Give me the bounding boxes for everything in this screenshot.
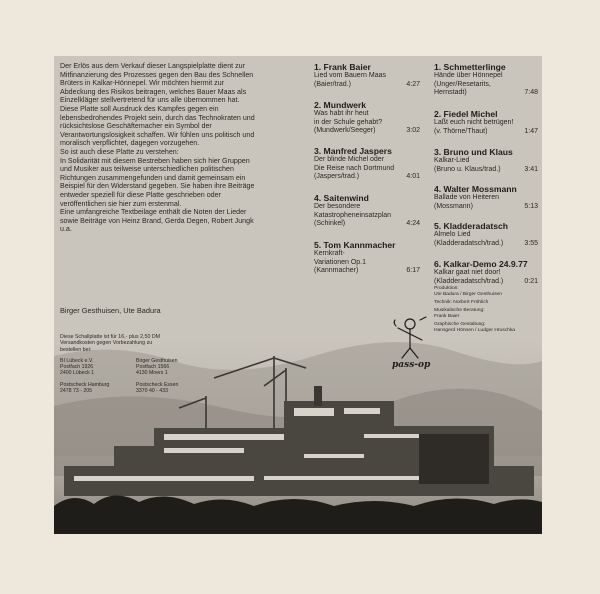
intro-paragraph: In Solidarität mit diesem Bestreben haben sich hier Gruppen und Musiker aus teilweise unterschiedlichen politischen Richtungen zusammengefunden und damit gemeinsam ein Beispiel für den Widerstand gegeben. Sie haben ihre Beiträge entweder speziell für diese Platte geschrieben oder veröffentlichen sie hier zum erstenmal. — [60, 156, 255, 208]
track-artist: 4. Saitenwind — [314, 193, 369, 203]
address-line: 2400 Lübeck 1 — [60, 370, 95, 377]
address-bi-luebeck — [60, 358, 94, 377]
track-line: Variationen Op.1 — [314, 258, 367, 266]
track-time: 3:55 — [524, 239, 538, 247]
track-line: (Jaspers/trad.) — [314, 173, 360, 180]
track-artist: 1. Schmetterlinge — [434, 62, 506, 72]
logo-text: pass-op — [392, 360, 431, 370]
track-line: Kalkar-Lied — [434, 157, 470, 164]
address-gesthuisen — [136, 358, 178, 377]
track-line: Almelo Lied — [434, 231, 471, 238]
track-time: 5:13 — [524, 202, 538, 210]
track-line: (Bruno u. Klaus/trad.) — [434, 165, 501, 173]
track-line: (Mossmann) — [434, 202, 473, 210]
track-line: (Kannmacher) — [314, 267, 359, 274]
track-artist: 4. Walter Mossmann — [434, 184, 517, 194]
address-line: Postfach 1566 — [136, 364, 170, 371]
credit-label: Musikalische Beratung: — [434, 308, 485, 313]
address-line: Postscheck Essen — [136, 382, 179, 388]
intro-paragraph: So ist auch diese Platte zu verstehen: — [60, 147, 179, 156]
track-time: 1:47 — [524, 127, 538, 135]
credits — [434, 286, 538, 336]
track-time: 4:27 — [406, 80, 420, 88]
track-line: Kernkraft- — [314, 250, 345, 257]
track-line: (Baier/trad.) — [314, 80, 351, 88]
track-side2-1 — [434, 62, 538, 98]
track-artist: 2. Mundwerk — [314, 100, 367, 110]
credit-value: Hansgerd Hönnen / Ludger Hruschka — [434, 328, 516, 333]
cover-panel — [54, 56, 542, 534]
address-line: Postfach 1926 — [60, 364, 94, 371]
intro-paragraph: Diese Platte soll Ausdruck des Kampfes gegen ein lebensbedrohendes Projekt sein, durch das Technokraten und rücksichtslose Geschäftemacher ein Symbol der Verantwortungslosigkeit schaffen. Wir fühlen uns politisch und moralisch verpflichtet, dagegen vorzugehen. — [60, 104, 255, 148]
track-line: (v. Thörne/Thaut) — [434, 127, 488, 135]
track-side1-2 — [314, 100, 420, 136]
credit-label: Graphische Gestaltung: — [434, 322, 486, 327]
track-time: 6:17 — [406, 267, 420, 274]
address-line: Postscheck Hamburg — [60, 382, 110, 388]
track-line: (Kladderadatsch/trad.) — [434, 239, 504, 247]
track-side1-3 — [314, 146, 420, 182]
track-line: Lied vom Bauern Maas — [314, 72, 386, 79]
address-line: 4130 Moers 1 — [136, 370, 168, 377]
track-line: Die Reise nach Dortmund — [314, 164, 395, 172]
track-time: 7:48 — [524, 89, 538, 96]
intro-paragraph: Eine umfangreiche Textbeilage enthält die Noten der Lieder sowie Beiträge von Heinz Brand, Gerda Degen, Robert Jungk u.a. — [60, 208, 254, 234]
intro-text — [60, 62, 260, 234]
address-line: Birger Gesthuisen — [136, 358, 178, 364]
track-line: Katastropheneinsatzplan — [314, 211, 392, 219]
track-artist: 5. Tom Kannmacher — [314, 240, 396, 250]
credit-value: Frank Baier — [434, 314, 460, 319]
address-line: 3370 40 - 433 — [136, 388, 169, 395]
track-line: Laßt euch nicht betrügen! — [434, 119, 514, 126]
track-artist: 3. Bruno und Klaus — [434, 147, 513, 157]
address-line: 2478 73 - 205 — [60, 388, 93, 395]
track-time: 3:02 — [406, 127, 420, 134]
track-line: (Mundwerk/Seeger) — [314, 127, 376, 134]
track-artist: 3. Manfred Jaspers — [314, 146, 392, 156]
address-postscheck-essen — [136, 382, 178, 394]
track-side2-6 — [434, 259, 538, 286]
track-artist: 5. Kladderadatsch — [434, 221, 509, 231]
track-line: in der Schule gehabt? — [314, 118, 383, 126]
track-line: Hernstadt) — [434, 89, 467, 96]
order-text: Diese Schallplatte ist für 16,- plus 2,50 DM Versandkosten gegen Vorbezahlung zu bestellen bei: — [60, 334, 161, 353]
track-time: 4:24 — [406, 220, 420, 227]
track-artist: 6. Kalkar-Demo 24.9.77 — [434, 259, 528, 269]
address-postscheck-hamburg — [60, 382, 109, 394]
intro-paragraph: Der Erlös aus dem Verkauf dieser Langspielplatte dient zur Mitfinanzierung des Prozesses gegen den Bau des Schnellen Brüters in Kalkar-Hönnepel. Wir möchten hiermit zur Abdeckung des Risikos beitragen, welches Bauer Maas als Einzelkläger stellvertretend für uns alle übernommen hat. — [60, 62, 254, 105]
track-line: Hände über Hönnepel — [434, 72, 503, 79]
track-side2-2 — [434, 109, 538, 136]
track-line: (Kladderadatsch/trad.) — [434, 277, 504, 285]
credit-label: Produktion: — [434, 286, 459, 291]
track-line: Kalkar gaat niet door! — [434, 269, 501, 276]
track-side1-1 — [314, 62, 420, 89]
track-side2-5 — [434, 221, 538, 248]
track-side1-4 — [314, 193, 420, 229]
track-line: Was habt ihr heut — [314, 110, 369, 117]
track-line: Der besondere — [314, 203, 361, 210]
track-time: 3:41 — [524, 165, 538, 173]
credit-label: Technik: Norbert Fröhlich — [434, 300, 489, 305]
track-side2-4 — [434, 184, 538, 211]
track-artist: 2. Fiedel Michel — [434, 109, 498, 119]
track-line: Der blinde Michel oder — [314, 156, 385, 163]
track-time: 4:01 — [406, 173, 420, 180]
track-side2-3 — [434, 147, 538, 174]
signature: Birger Gesthuisen, Ute Badura — [60, 306, 161, 315]
track-side1-5 — [314, 240, 420, 276]
address-line: BI Lübeck e.V. — [60, 358, 94, 364]
track-line: Ballade von Heiteren — [434, 194, 499, 201]
track-artist: 1. Frank Baier — [314, 62, 371, 72]
track-line: (Unger/Resetarits, — [434, 80, 491, 88]
track-line: (Schinkel) — [314, 220, 346, 227]
credit-value: Ute Badura / Birger Gesthuisen — [434, 292, 502, 297]
track-time: 0:21 — [524, 277, 538, 285]
